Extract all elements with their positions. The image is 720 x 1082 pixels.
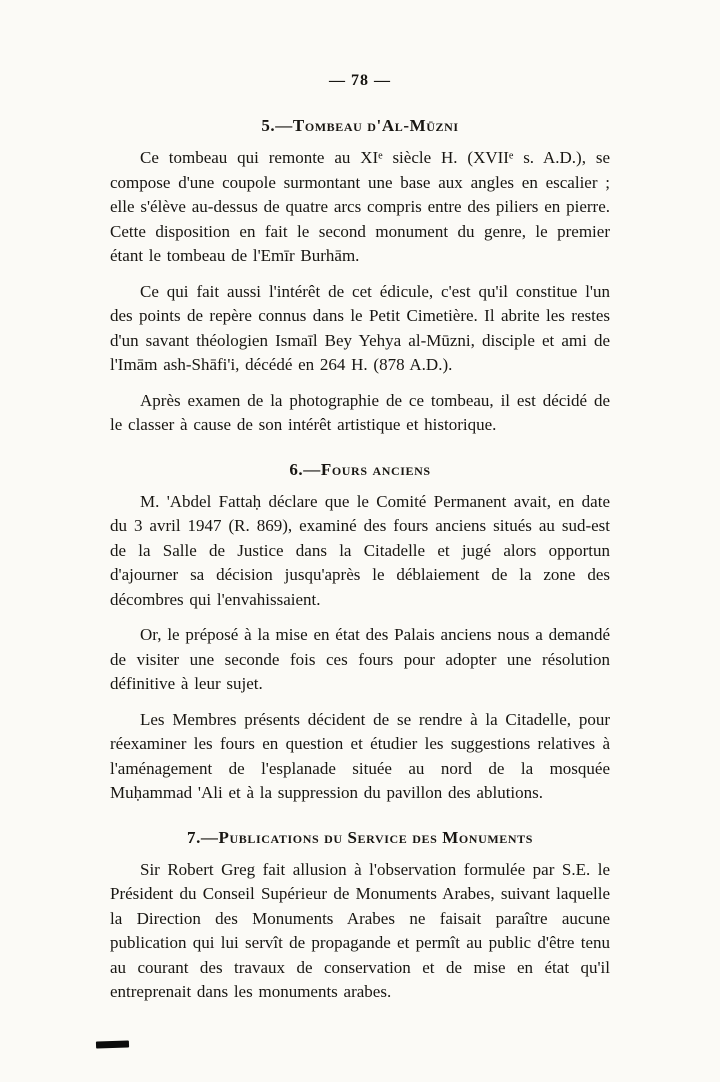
section-fours-anciens <box>110 460 610 806</box>
section-publications <box>110 828 610 1005</box>
section-tombeau-al-muzni <box>110 116 610 438</box>
paragraph: Sir Robert Greg fait allusion à l'observation formulée par S.E. le Président du Conseil Supérieur de Monuments Arabes, suivant laquelle la Direction des Monuments Arabes ne faisait paraître aucune publication qui lui servît de propagande et permît au public d'être tenu au courant des travaux de conservation et de mise en état qu'il entreprenait dans les monuments arabes. <box>110 859 610 1001</box>
ink-mark-artifact <box>96 1040 129 1048</box>
paragraph: Après examen de la photographie de ce tombeau, il est décidé de le classer à cause de son intérêt artistique et historique. <box>110 390 610 434</box>
section-6-heading: 6.—Fours anciens <box>289 459 431 479</box>
section-7-heading: 7.—Publications du Service des Monuments <box>186 827 534 847</box>
paragraph: Ce qui fait aussi l'intérêt de cet édicule, c'est qu'il constitue l'un des points de repère connus dans le Petit Cimetière. Il abrite les restes d'un savant théologien Ismaīl Bey Yehya al-Mūzni, disciple et ami de l'Imām ash-Shāfi'i, décédé en 264 H. (878 A.D.). <box>110 281 610 374</box>
text-column <box>110 72 610 1016</box>
paragraph: Ce tombeau qui remonte au XIᵉ siècle H. (XVIIᵉ s. A.D.), se compose d'une coupole surmontant une base aux angles en escalier ; elle s'élève au-dessus de quatre arcs compris entre des piliers en pierre. Cette disposition en fait le second monument du genre, le premier étant le tombeau de l'Emīr Burhām. <box>110 148 610 265</box>
page-number: — 78 — <box>329 72 391 89</box>
paragraph: Les Membres présents décident de se rendre à la Citadelle, pour réexaminer les fours en question et étudier les suggestions relatives à l'aménagement de l'esplanade située au nord de la mosquée Muḥammad 'Ali et à la suppression du pavillon des ablutions. <box>110 709 610 802</box>
paragraph: M. 'Abdel Fattaḥ déclare que le Comité Permanent avait, en date du 3 avril 1947 (R. 869), examiné des fours anciens situés au sud-est de la Salle de Justice dans la Citadelle et jugé alors opportun d'ajourner sa décision jusqu'après le déblaiement de la zone des décombres qui l'envahissaient. <box>110 491 610 609</box>
paragraph: Or, le préposé à la mise en état des Palais anciens nous a demandé de visiter une seconde fois ces fours pour adopter une résolution définitive à leur sujet. <box>110 625 610 693</box>
section-5-heading: 5.—Tombeau d'Al-Mūzni <box>261 116 459 135</box>
